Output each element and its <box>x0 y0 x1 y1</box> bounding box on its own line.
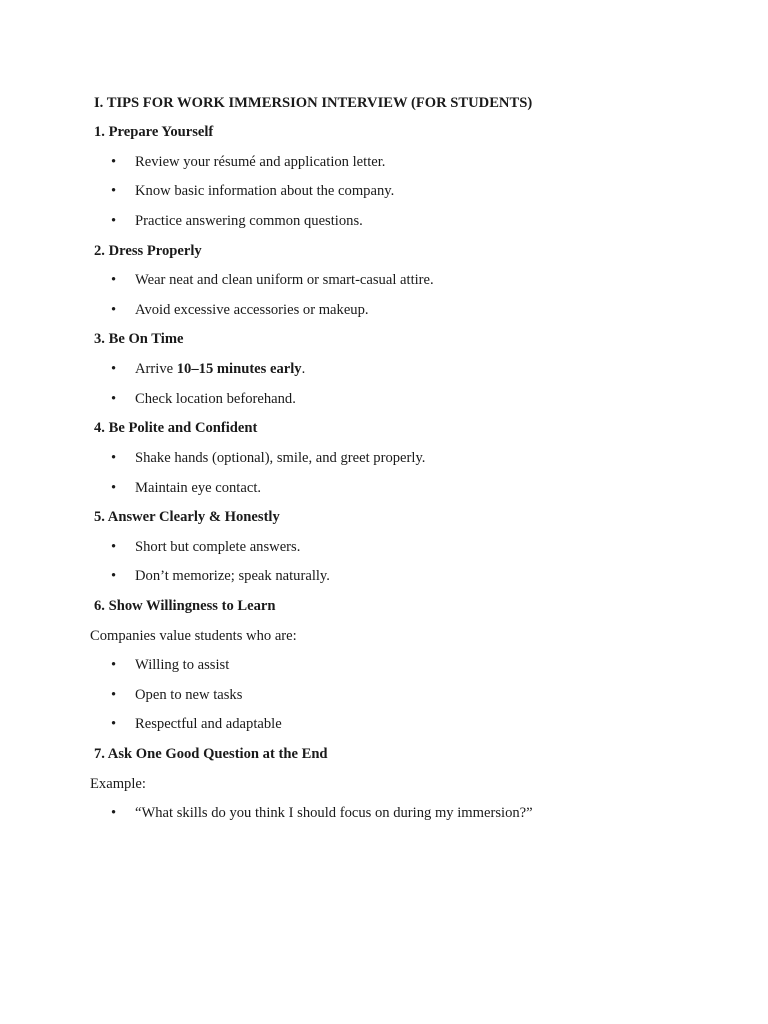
list-item: “What skills do you think I should focus on during my immersion?” <box>135 805 533 821</box>
list-item: Know basic information about the company. <box>135 183 395 199</box>
arrive-prefix: Arrive <box>135 361 177 377</box>
arrive-bold-time: 10–15 minutes early <box>176 361 302 377</box>
list-item: Review your résumé and application letter. <box>135 154 386 170</box>
list-item: Short but complete answers. <box>135 539 301 555</box>
bullet-marker: • <box>111 183 117 199</box>
list-item: Shake hands (optional), smile, and greet properly. <box>135 450 426 466</box>
list-item: Check location beforehand. <box>135 391 296 407</box>
bullet-marker: • <box>111 450 117 466</box>
section-heading-answer-clearly: 5. Answer Clearly & Honestly <box>94 509 280 525</box>
bullet-marker: • <box>111 154 117 170</box>
section-heading-be-polite: 4. Be Polite and Confident <box>94 420 258 436</box>
bullet-marker: • <box>111 213 117 229</box>
section-intro-companies-value: Companies value students who are: <box>90 628 297 644</box>
bullet-marker: • <box>111 391 117 407</box>
bullet-marker: • <box>111 480 117 496</box>
arrive-suffix: . <box>301 361 306 377</box>
list-item: Willing to assist <box>135 657 230 673</box>
list-item: Don’t memorize; speak naturally. <box>135 568 330 584</box>
list-item: Respectful and adaptable <box>135 716 282 732</box>
list-item: Practice answering common questions. <box>135 213 363 229</box>
list-item: Maintain eye contact. <box>135 480 262 496</box>
bullet-marker: • <box>111 657 117 673</box>
bullet-marker: • <box>111 272 117 288</box>
bullet-marker: • <box>111 805 117 821</box>
list-item: Avoid excessive accessories or makeup. <box>135 302 369 318</box>
document-title: I. TIPS FOR WORK IMMERSION INTERVIEW (FOR STUDENTS) <box>94 95 533 111</box>
bullet-marker: • <box>111 687 117 703</box>
list-item-arrive <box>135 360 305 378</box>
list-item: Open to new tasks <box>135 687 243 703</box>
section-heading-be-on-time: 3. Be On Time <box>94 331 184 347</box>
section-heading-show-willingness: 6. Show Willingness to Learn <box>94 598 276 614</box>
bullet-marker: • <box>111 716 117 732</box>
bullet-marker: • <box>111 302 117 318</box>
section-heading-prepare-yourself: 1. Prepare Yourself <box>94 124 214 140</box>
bullet-marker: • <box>111 568 117 584</box>
section-heading-ask-question: 7. Ask One Good Question at the End <box>94 746 328 762</box>
bullet-marker: • <box>111 361 117 377</box>
bullet-marker: • <box>111 539 117 555</box>
section-intro-example: Example: <box>90 776 146 792</box>
list-item: Wear neat and clean uniform or smart-casual attire. <box>135 272 434 288</box>
section-heading-dress-properly: 2. Dress Properly <box>94 243 202 259</box>
